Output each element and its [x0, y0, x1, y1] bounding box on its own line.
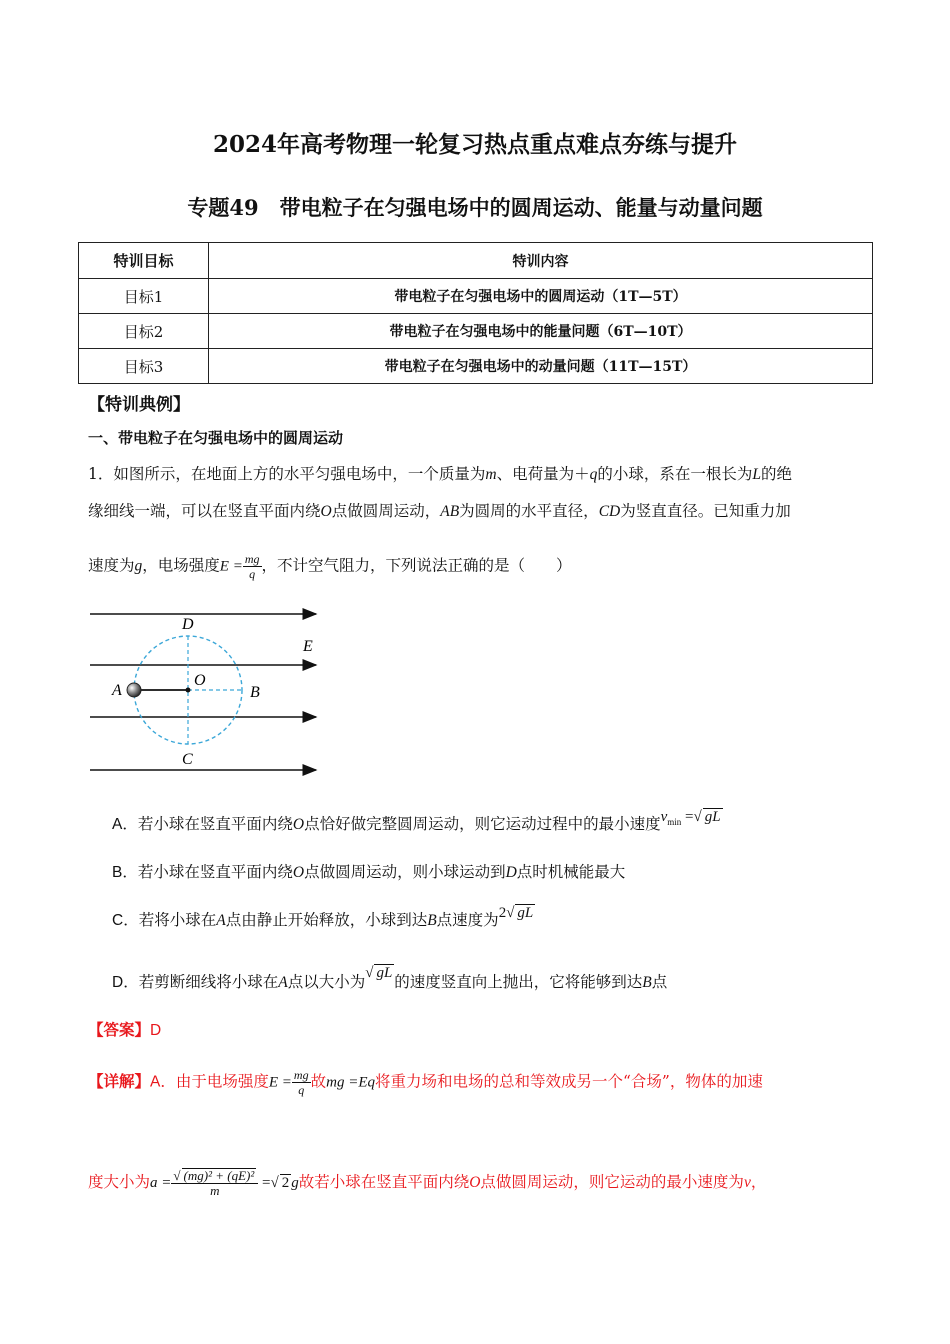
goal-label: 目标2 — [79, 314, 209, 349]
table-row — [79, 349, 873, 384]
examples-heading: 【特训典例】 — [88, 395, 190, 415]
table-header-row — [79, 243, 873, 279]
option-a: A．若小球在竖直平面内绕O点恰好做完整圆周运动，则它运动过程中的最小速度$v_{min}$ =√ gL — [112, 809, 721, 833]
goals-table — [78, 242, 873, 384]
topic-title: 专题49 带电粒子在匀强电场中的圆周运动、能量与动量问题 — [187, 195, 763, 220]
goal-content: 带电粒子在匀强电场中的动量问题（11T—15T） — [209, 349, 873, 384]
label-o: O — [194, 672, 206, 689]
label-d: D — [182, 616, 194, 633]
document-title: 2024年高考物理一轮复习热点重点难点夯练与提升 — [212, 131, 737, 158]
answer: 【答案】D — [88, 1020, 162, 1039]
explanation-line-2: 度大小为a = $\frac{\text{√ (mg)² + (qE)²}}{m}$ =√ 2 g故若小球在竖直平面内绕O点做圆周运动，则它运动的最小速度为v， — [88, 1168, 767, 1198]
label-c: C — [182, 751, 193, 768]
table-row — [79, 314, 873, 349]
option-c: C．若将小球在A点由静止开始释放，小球到达B点速度为2√ gL — [112, 905, 534, 929]
ball — [127, 683, 141, 697]
explanation-line-1: 【详解】A．由于电场强度E = $\frac{mg}{q}$ 故mg =Eq将重力场和电场的总和等效成另一个“合场”，物体的加速 — [88, 1068, 763, 1097]
acceleration-fraction: $\frac{\text{√ (mg)² + (qE)²}}{m}$ — [171, 1168, 258, 1198]
goal-label: 目标3 — [79, 349, 209, 384]
option-b: B．若小球在竖直平面内绕O点做圆周运动，则小球运动到D点时机械能最大 — [112, 863, 626, 881]
goal-content: 带电粒子在匀强电场中的圆周运动（1T—5T） — [209, 279, 873, 314]
goal-content: 带电粒子在匀强电场中的能量问题（6T—10T） — [209, 314, 873, 349]
header-cell: 特训目标 — [79, 243, 209, 279]
label-a: A — [112, 682, 122, 699]
field-fraction: $\frac{mg}{q}$ — [244, 552, 260, 581]
question-line-3: 速度为g，电场强度E = $\frac{mg}{q}$ ，不计空气阻力，下列说法正确的是（ ） — [88, 552, 572, 581]
header-cell: 特训内容 — [209, 243, 873, 279]
question-line-1: 1．如图所示，在地面上方的水平匀强电场中，一个质量为m、电荷量为＋q的小球，系在一根长为L的绝 — [88, 465, 792, 483]
goal-label: 目标1 — [79, 279, 209, 314]
label-e: E — [303, 638, 313, 655]
label-b: B — [250, 684, 260, 701]
field-diagram — [86, 606, 326, 776]
part-heading: 一、带电粒子在匀强电场中的圆周运动 — [88, 429, 344, 447]
field-fraction: $\frac{mg}{q}$ — [293, 1068, 309, 1097]
option-d: D．若剪断细线将小球在A点以大小为√ gL 的速度竖直向上抛出，它将能够到达B点 — [112, 965, 668, 991]
table-row — [79, 279, 873, 314]
question-line-2: 缘细线一端，可以在竖直平面内绕O点做圆周运动，AB为圆周的水平直径，CD为竖直直径。已知重力加 — [88, 502, 791, 520]
center-point — [186, 688, 191, 693]
